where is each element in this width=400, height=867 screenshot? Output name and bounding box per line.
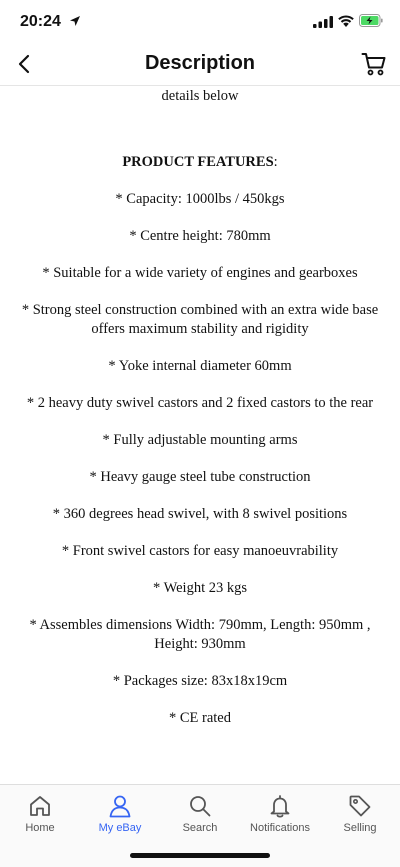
bell-icon [267,793,293,819]
tab-label: Notifications [250,822,310,834]
feature-item: * Yoke internal diameter 60mm [108,358,292,374]
page-title: Description [144,52,256,74]
tab-label: Selling [343,822,377,834]
feature-item: * Heavy gauge steel tube construction [89,469,311,485]
feature-item: * Centre height: 780mm [129,228,271,244]
tab-my-ebay[interactable] [80,793,160,841]
tab-label: Home [25,822,55,834]
feature-item: * Assembles dimensions Width: 790mm, Length: 950mm , Height: 930mm [29,617,371,652]
cart-button[interactable] [360,50,388,78]
description-text [0,87,400,728]
feature-item: * Weight 23 kgs [152,580,248,596]
tab-search[interactable] [160,793,240,841]
description-content[interactable] [0,86,400,784]
tab-home[interactable] [0,793,80,841]
tag-icon [347,793,373,819]
tab-label: Search [182,822,218,834]
status-bar [0,0,400,44]
tab-notifications[interactable] [240,793,320,841]
cart-icon [361,52,387,76]
wifi-icon [337,14,355,28]
feature-item: * Packages size: 83x18x19cm [112,673,288,689]
home-indicator [130,853,270,858]
location-arrow-icon [69,15,81,27]
feature-item: * Strong steel construction combined with an extra wide base offers maximum stability and rigidity [21,302,379,337]
feature-item: * 2 heavy duty swivel castors and 2 fixed castors to the rear [26,395,374,411]
person-icon [107,793,133,819]
feature-item: * 360 degrees head swivel, with 8 swivel positions [52,506,348,522]
feature-item: * CE rated [168,710,231,726]
feature-item: * Capacity: 1000lbs / 450kgs [115,191,285,207]
home-icon [27,793,53,819]
description-intro: details below [161,88,239,104]
search-icon [187,793,213,819]
feature-item: * Suitable for a wide variety of engines and gearboxes [42,265,358,281]
tab-selling[interactable] [320,793,400,841]
status-time: 20:24 [20,13,61,30]
tab-label: My eBay [98,822,142,834]
cellular-signal-icon [313,16,333,28]
battery-charging-icon [359,14,383,27]
features-heading: PRODUCT FEATURES: [122,154,278,170]
nav-header [0,44,400,86]
feature-item: * Fully adjustable mounting arms [102,432,298,448]
feature-item: * Front swivel castors for easy manoeuvrability [61,543,339,559]
